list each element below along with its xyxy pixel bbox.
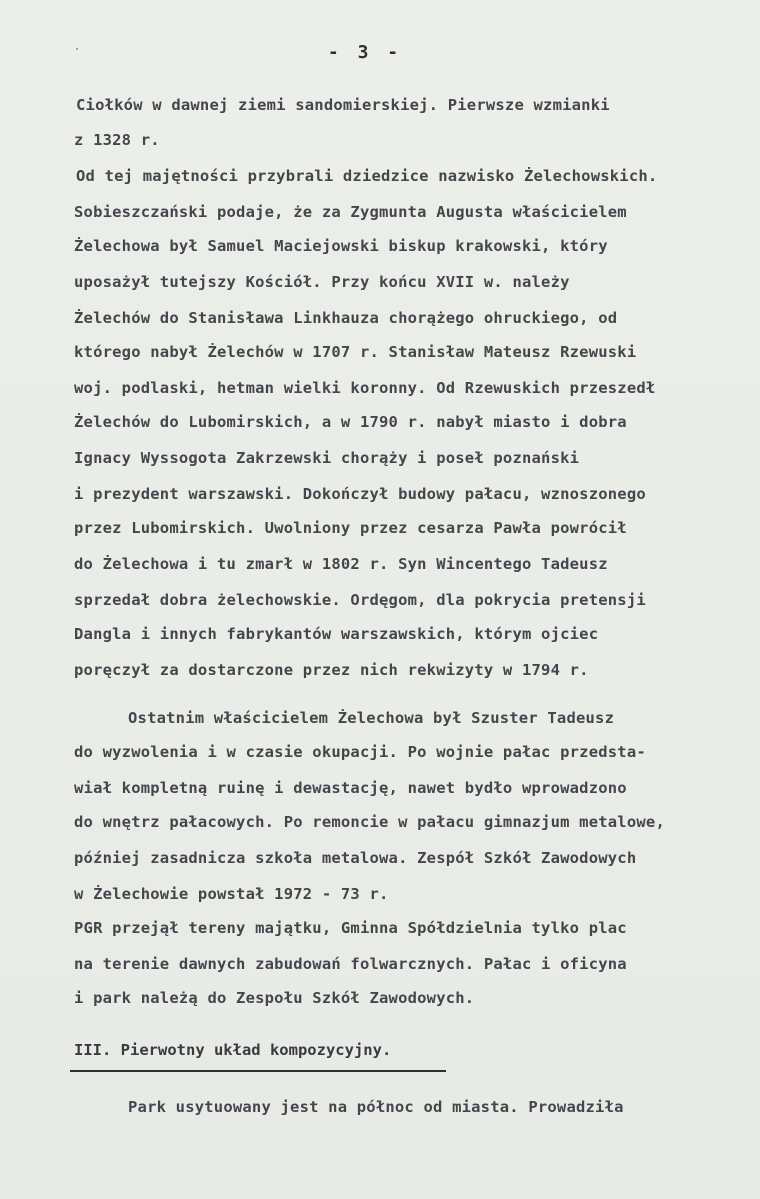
text-line: którego nabył Żelechów w 1707 r. Stanisław Mateusz Rzewuski (74, 343, 637, 361)
text-line: Ciołków w dawnej ziemi sandomierskiej. Pierwsze wzmianki (76, 96, 610, 114)
text-line: Park usytuowany jest na północ od miasta. Prowadziła (128, 1098, 624, 1116)
text-line: uposażył tutejszy Kościół. Przy końcu XVII w. należy (74, 273, 570, 291)
text-line: wiał kompletną ruinę i dewastację, nawet bydło wprowadzono (74, 779, 627, 797)
text-line: i park należą do Zespołu Szkół Zawodowych. (74, 989, 475, 1007)
page-number: - 3 - (327, 42, 403, 63)
text-line: sprzedał dobra żelechowskie. Ordęgom, dla pokrycia pretensji (74, 591, 646, 609)
text-line: przez Lubomirskich. Uwolniony przez cesarza Pawła powrócił (74, 519, 627, 537)
text-line: do Żelechowa i tu zmarł w 1802 r. Syn Wincentego Tadeusz (74, 555, 608, 573)
text-line: Żelechów do Stanisława Linkhauza chorążego ohruckiego, od (74, 309, 618, 327)
text-line: Ostatnim właścicielem Żelechowa był Szuster Tadeusz (128, 709, 615, 727)
text-line: Żelechowa był Samuel Maciejowski biskup krakowski, który (74, 237, 608, 255)
text-line: PGR przejął tereny majątku, Gminna Spółdzielnia tylko plac (74, 919, 627, 937)
text-line: woj. podlaski, hetman wielki koronny. Od Rzewuskich przeszedł (74, 379, 656, 397)
text-line: z 1328 r. (74, 131, 160, 149)
text-line: w Żelechowie powstał 1972 - 73 r. (74, 885, 389, 903)
text-line: Sobieszczański podaje, że za Zygmunta Augusta właścicielem (74, 203, 627, 221)
heading-underline (70, 1070, 446, 1072)
stray-dot-mark (76, 48, 78, 50)
text-line: Ignacy Wyssogota Zakrzewski chorąży i poseł poznański (74, 449, 580, 467)
text-line: do wnętrz pałacowych. Po remoncie w pałacu gimnazjum metalowe, (74, 813, 665, 831)
text-line: poręczył za dostarczone przez nich rekwizyty w 1794 r. (74, 661, 589, 679)
text-line: do wyzwolenia i w czasie okupacji. Po wojnie pałac przedsta- (74, 743, 646, 761)
text-line: Żelechów do Lubomirskich, a w 1790 r. nabył miasto i dobra (74, 413, 627, 431)
text-line: Dangla i innych fabrykantów warszawskich, którym ojciec (74, 625, 599, 643)
text-line: i prezydent warszawski. Dokończył budowy pałacu, wznoszonego (74, 485, 646, 503)
text-line: na terenie dawnych zabudowań folwarcznych. Pałac i oficyna (74, 955, 627, 973)
section-heading: III. Pierwotny układ kompozycyjny. (74, 1041, 392, 1059)
text-line: później zasadnicza szkoła metalowa. Zespół Szkół Zawodowych (74, 849, 637, 867)
text-line: Od tej majętności przybrali dziedzice nazwisko Żelechowskich. (76, 167, 658, 185)
